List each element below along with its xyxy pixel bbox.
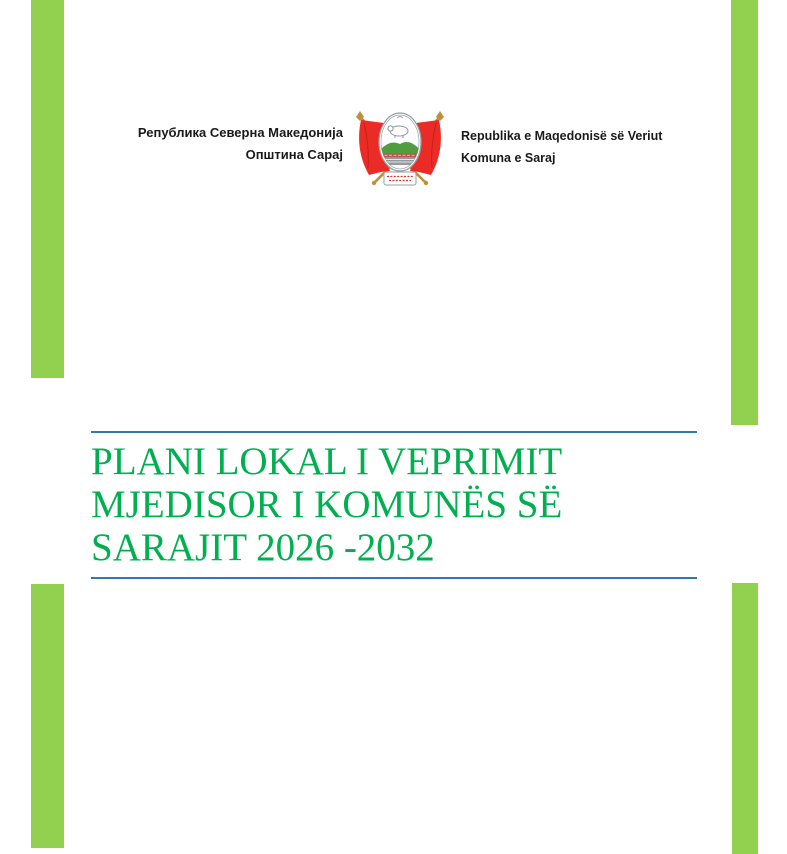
- saraj-coat-of-arms-icon: [354, 110, 446, 188]
- header-macedonian-block: [118, 122, 343, 166]
- green-bar-bottom-right: [732, 583, 758, 854]
- green-bar-bottom-left: [31, 584, 64, 848]
- header-macedonian-line2: Општина Сарај: [245, 147, 343, 162]
- title-block: [91, 431, 697, 579]
- green-bar-top-left: [31, 0, 64, 378]
- header-macedonian-line1: Република Северна Македонија: [137, 125, 343, 140]
- header-albanian-line2: Komuna e Saraj: [461, 151, 556, 165]
- header-albanian-line1: Republika e Maqedonisë së Veriut: [461, 129, 663, 143]
- title-line-3: SARAJIT 2026 -2032: [91, 526, 435, 569]
- title-line-2: MJEDISOR I KOMUNËS SË: [91, 483, 563, 526]
- green-bar-top-right: [731, 0, 758, 425]
- header-albanian-block: [461, 125, 711, 169]
- title-line-1: PLANI LOKAL I VEPRIMIT: [91, 440, 563, 483]
- document-title: [91, 440, 697, 569]
